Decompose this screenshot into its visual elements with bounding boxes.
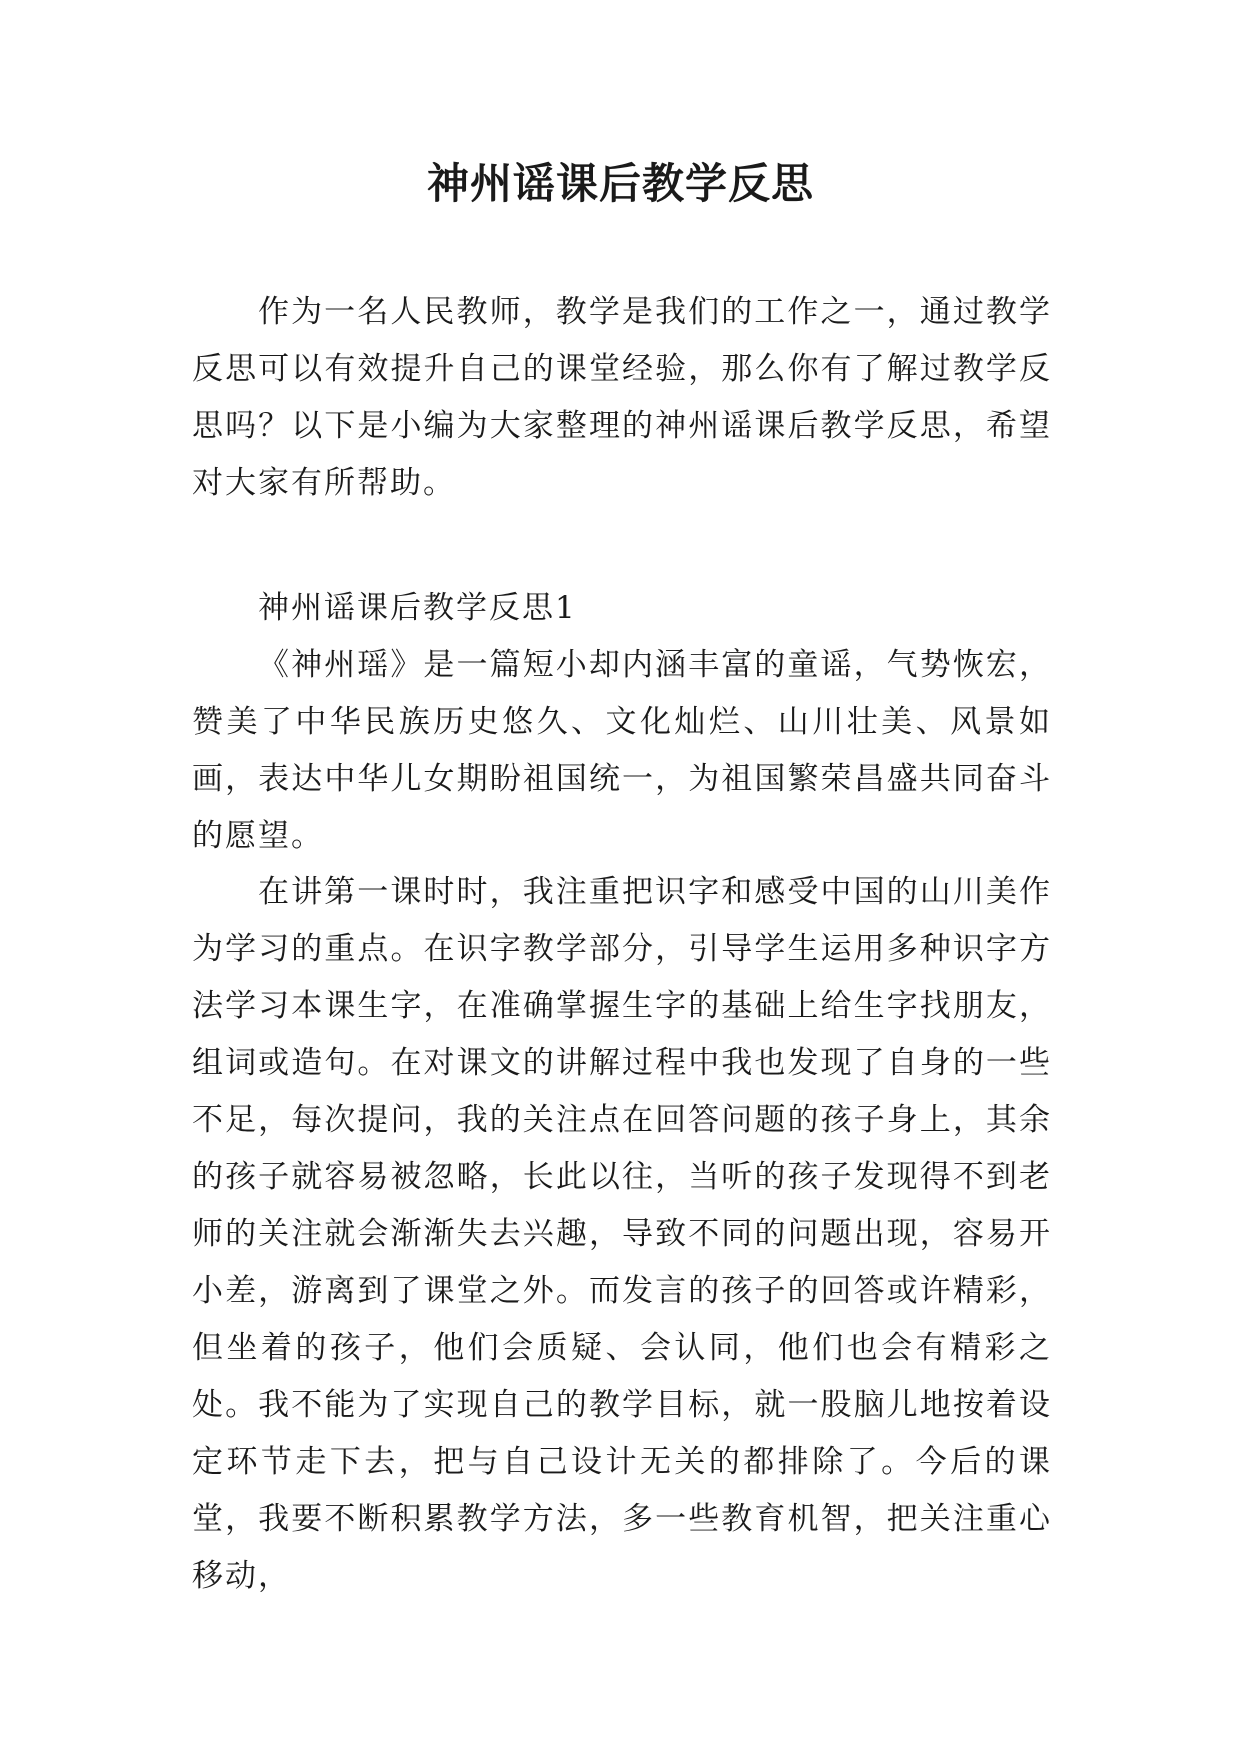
body-paragraph: 《神州瑶》是一篇短小却内涵丰富的童谣，气势恢宏，赞美了中华民族历史悠久、文化灿烂、山川壮美、风景如画，表达中华儿女期盼祖国统一，为祖国繁荣昌盛共同奋斗的愿望。 [192, 647, 1052, 854]
intro-paragraph: 作为一名人民教师，教学是我们的工作之一，通过教学反思可以有效提升自己的课堂经验，那么你有了解过教学反思吗？以下是小编为大家整理的神州谣课后教学反思，希望对大家有所帮助。 [192, 294, 1052, 501]
body-paragraph: 在讲第一课时时，我注重把识字和感受中国的山川美作为学习的重点。在识字教学部分，引导学生运用多种识字方法学习本课生字，在准确掌握生字的基础上给生字找朋友，组词或造句。在对课文的讲解过程中我也发现了自身的一些不足，每次提问，我的关注点在回答问题的孩子身上，其余的孩子就容易被忽略，长此以往，当听的孩子发现得不到老师的关注就会渐渐失去兴趣，导致不同的问题出现，容易开小差，游离到了课堂之外。而发言的孩子的回答或许精彩，但坐着的孩子，他们会质疑、会认同，他们也会有精彩之处。我不能为了实现自己的教学目标，就一股脑儿地按着设定环节走下去，把与自己设计无关的都排除了。今后的课堂，我要不断积累教学方法，多一些教育机智，把关注重心移动， [192, 874, 1052, 1594]
document-title: 神州谣课后教学反思 [426, 159, 814, 208]
section-heading: 神州谣课后教学反思1 [258, 590, 577, 626]
